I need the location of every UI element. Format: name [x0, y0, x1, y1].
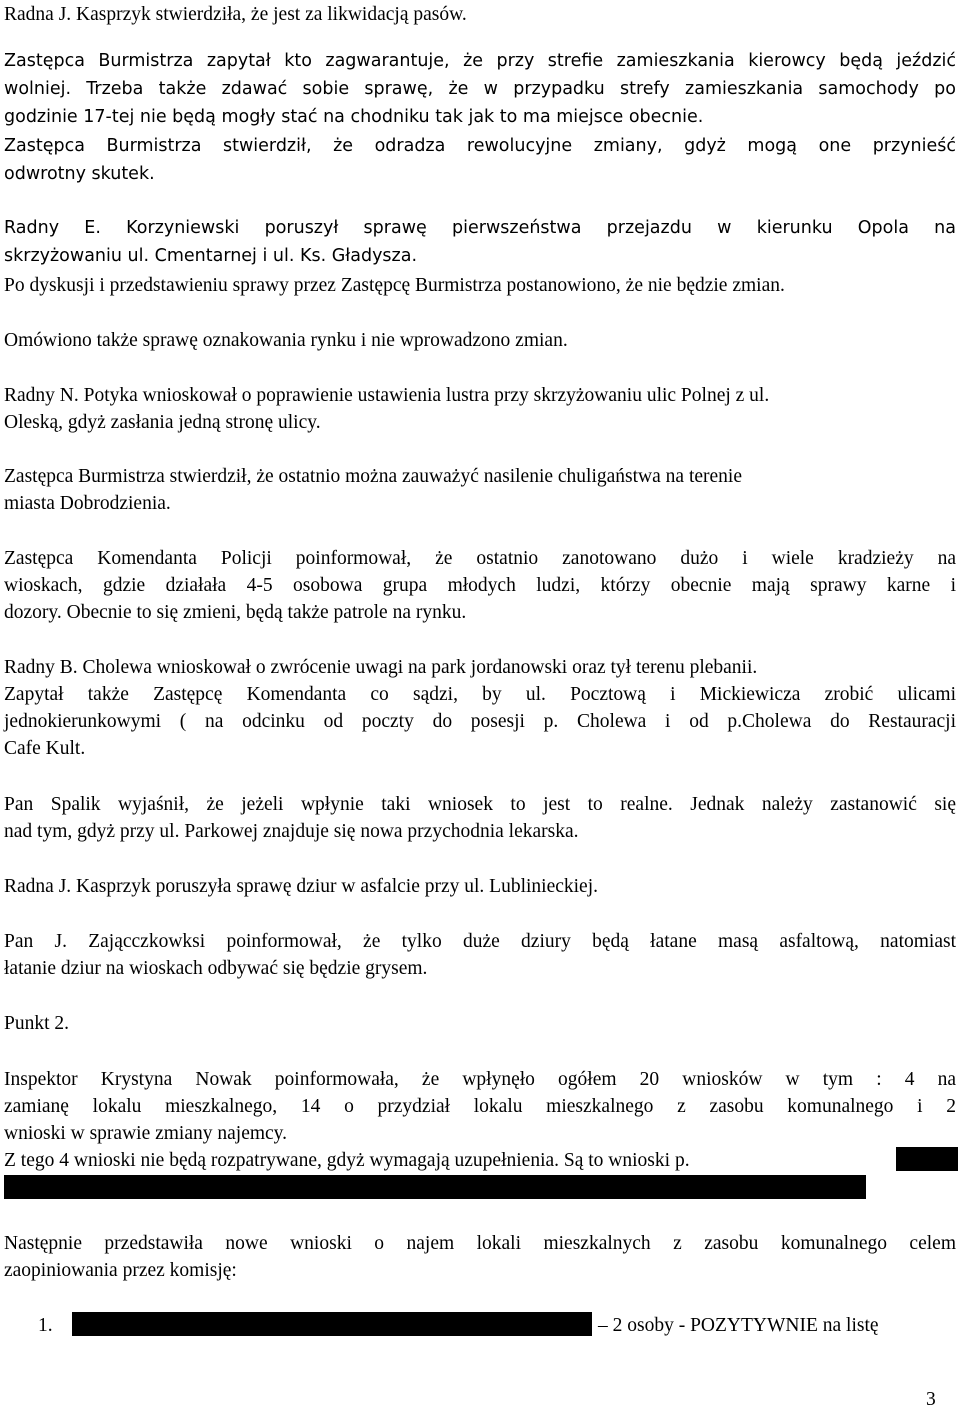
text-line: Zapytał także Zastępcę Komendanta co sądzi, by ul. Pocztową i Mickiewicza zrobić ulicami	[4, 684, 956, 705]
text-line: Radny B. Cholewa wnioskował o zwrócenie uwagi na park jordanowski oraz tył terenu plebanii.	[4, 657, 758, 678]
redaction-bar	[72, 1312, 592, 1336]
text-line: Zastępca Burmistrza stwierdził, że odradza rewolucyjne zmiany, gdyż mogą one przynieść	[4, 136, 956, 156]
text-line: jednokierunkowymi ( na odcinku od poczty do posesji p. Cholewa i od p.Cholewa do Restauracji	[4, 711, 956, 732]
text-line: Cafe Kult.	[4, 738, 86, 759]
text-line: Inspektor Krystyna Nowak poinformowała, że wpłynęło ogółem 20 wniosków w tym : 4 na	[4, 1069, 956, 1090]
redaction-bar	[896, 1147, 958, 1171]
list-item-text: – 2 osoby - POZYTYWNIE na listę	[598, 1315, 879, 1336]
text-line: zaopiniowania przez komisję:	[4, 1260, 237, 1281]
text-line: Zastępca Burmistrza zapytał kto zagwarantuje, że przy strefie zamieszkania kierowcy będą jeździć	[4, 51, 956, 71]
text-line: Oleską, gdyż zasłania jedną stronę ulicy.	[4, 412, 321, 433]
text-line: Po dyskusji i przedstawieniu sprawy przez Zastępcę Burmistrza postanowiono, że nie będzie zmian.	[4, 275, 785, 296]
text-line: wioskach, gdzie działała 4-5 osobowa grupa młodych ludzi, którzy obecnie mają sprawy karne i	[4, 575, 956, 596]
text-line: Radna J. Kasprzyk stwierdziła, że jest za likwidacją pasów.	[4, 4, 467, 25]
list-item-number: 1.	[38, 1315, 53, 1336]
text-line: wolniej. Trzeba także zdawać sobie sprawę, że w przypadku strefy zamieszkania samochody po	[4, 79, 956, 99]
text-line: Pan J. Zającczkowksi poinformował, że tylko duże dziury będą łatane masą asfaltową, natomiast	[4, 931, 956, 952]
text-line: odwrotny skutek.	[4, 164, 155, 184]
text-line: Pan Spalik wyjaśnił, że jeżeli wpłynie taki wniosek to jest to realne. Jednak należy zastanowić się	[4, 794, 956, 815]
text-line: Z tego 4 wnioski nie będą rozpatrywane, gdyż wymagają uzupełnienia. Są to wnioski p.	[4, 1150, 690, 1171]
redaction-bar	[4, 1175, 866, 1199]
text-line: łatanie dziur na wioskach odbywać się będzie grysem.	[4, 958, 428, 979]
text-line: skrzyżowaniu ul. Cmentarnej i ul. Ks. Gładysza.	[4, 246, 418, 266]
text-line: godzinie 17-tej nie będą mogły stać na chodniku tak jak to ma miejsce obecnie.	[4, 107, 704, 127]
text-line: Radny E. Korzyniewski poruszył sprawę pierwszeństwa przejazdu w kierunku Opola na	[4, 218, 956, 238]
section-heading: Punkt 2.	[4, 1013, 70, 1034]
text-line: Radna J. Kasprzyk poruszyła sprawę dziur w asfalcie przy ul. Lublinieckiej.	[4, 876, 599, 897]
text-line: Zastępca Komendanta Policji poinformował, że ostatnio zanotowano dużo i wiele kradzieży na	[4, 548, 956, 569]
text-line: Omówiono także sprawę oznakowania rynku i nie wprowadzono zmian.	[4, 330, 568, 351]
text-line: dozory. Obecnie to się zmieni, będą także patrole na rynku.	[4, 602, 467, 623]
text-line: nad tym, gdyż przy ul. Parkowej znajduje się nowa przychodnia lekarska.	[4, 821, 579, 842]
page-number: 3	[926, 1389, 936, 1410]
text-line: Zastępca Burmistrza stwierdził, że ostatnio można zauważyć nasilenie chuligaństwa na terenie	[4, 466, 742, 487]
text-line: miasta Dobrodzienia.	[4, 493, 171, 514]
text-line: zamianę lokalu mieszkalnego, 14 o przydział lokalu mieszkalnego z zasobu komunalnego i 2	[4, 1096, 956, 1117]
text-line: Radny N. Potyka wnioskował o poprawienie ustawienia lustra przy skrzyżowaniu ulic Polnej z ul.	[4, 385, 770, 406]
text-line: wnioski w sprawie zmiany najemcy.	[4, 1123, 288, 1144]
text-line: Następnie przedstawiła nowe wnioski o najem lokali mieszkalnych z zasobu komunalnego celem	[4, 1233, 956, 1254]
